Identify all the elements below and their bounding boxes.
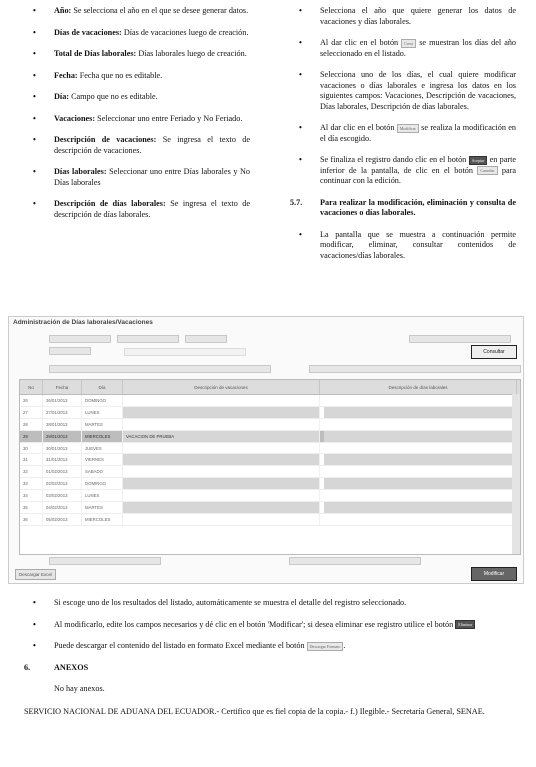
table-row[interactable]: 36 05/02/2013 MIERCOLES xyxy=(20,514,520,526)
field-description: Se ingresa el texto de descripción de días laborales. xyxy=(54,199,251,219)
list-item xyxy=(24,28,250,39)
eliminar-button-image: Eliminar xyxy=(455,620,475,629)
detail-date-field xyxy=(49,557,161,565)
bullet: • xyxy=(33,167,36,176)
left-column xyxy=(24,6,250,231)
field-description: Fecha que no es editable. xyxy=(79,70,163,80)
table-row[interactable]: 33 02/02/2013 DOMINGO xyxy=(20,478,520,490)
list-item xyxy=(24,114,250,125)
field-term: Descripción de vacaciones: xyxy=(54,135,157,144)
list-item: • Al dar clic en el botón Modificar se realiza la modificación en el día escogido. xyxy=(299,123,516,143)
table-row[interactable]: 34 03/02/2013 LUNES xyxy=(20,490,520,502)
field-term: Total de Días laborales: xyxy=(54,49,137,58)
list-item: • Al dar clic en el botón Crear se muestran los días del año seleccionado en el listado. xyxy=(299,38,517,58)
table-row[interactable]: 35 04/02/2013 MARTES xyxy=(20,502,520,514)
field-description: Se ingresa el texto de descripción de vacaciones. xyxy=(54,135,251,155)
list-item: • Puede descargar el contenido del listado en formato Excel mediante el botón Descargar Formato . xyxy=(33,641,346,650)
list-item: • Al modificarlo, edite los campos necesarios y dé clic en el botón 'Modificar'; si desea eliminar ese registro utilice el botón Eliminar xyxy=(24,620,524,631)
bullet: • xyxy=(33,27,36,37)
list-item xyxy=(24,167,250,188)
section-heading: 5.7. Para realizar la modificación, eliminación y consulta de vacaciones o días laborales. xyxy=(290,197,516,217)
list-item xyxy=(24,71,250,82)
filter-field xyxy=(49,347,91,355)
table-scrollbar[interactable] xyxy=(512,394,520,554)
filter-field xyxy=(409,335,511,343)
list-item: • Si escoge uno de los resultados del listado, automáticamente se muestra el detalle del registro seleccionado. xyxy=(33,598,407,607)
table-row[interactable]: 26 26/01/2013 DOMINGO xyxy=(20,395,520,407)
workday-desc-filter xyxy=(309,365,521,373)
field-term: Descripción de días laborales: xyxy=(54,199,166,208)
field-term: Año: xyxy=(54,6,72,15)
list-item xyxy=(24,135,250,156)
list-item xyxy=(24,6,250,17)
app-screenshot xyxy=(8,316,524,584)
field-description: Campo que no es editable. xyxy=(71,92,158,101)
list-item: • Selecciona uno de los días, el cual quiere modificar vacaciones o días laborales e ingresa los datos en los siguientes campos: Vacaciones, Descripción de vacaciones, Días laborales, Descripción de días laborales. xyxy=(299,70,516,111)
table-row[interactable]: 27 27/01/2013 LUNES xyxy=(20,407,520,419)
descargar-excel-button[interactable]: Descargar Excel xyxy=(15,569,56,580)
bullet: • xyxy=(33,199,36,208)
bullet: • xyxy=(33,70,36,80)
bullet: • xyxy=(33,92,36,101)
section-heading: 6. ANEXOS xyxy=(24,662,89,672)
cancelar-button-image: Cancelar xyxy=(477,166,497,175)
modificar-button[interactable]: Modificar xyxy=(471,567,517,581)
vacation-desc-filter xyxy=(49,365,271,373)
modificar-button-image: Modificar xyxy=(397,124,419,133)
field-term: Días laborales: xyxy=(54,167,107,176)
footer-certification: SERVICIO NACIONAL DE ADUANA DEL ECUADOR.- Certifico que es fiel copia de la copia.- f.) Ilegible.- Secretaría General, SENAE. xyxy=(24,706,485,716)
radio-group xyxy=(124,348,246,356)
screenshot-title: Administración de Días laborales/Vacaciones xyxy=(13,319,153,326)
consultar-button[interactable]: Consultar xyxy=(471,345,517,359)
select-field xyxy=(185,335,227,343)
table-row[interactable]: 28 28/01/2013 MARTES xyxy=(20,419,520,431)
aceptar-button-image: Aceptar xyxy=(469,156,488,165)
bullet: • xyxy=(33,135,36,144)
field-description: Seleccionar uno entre Días laborales y No Días laborales xyxy=(54,167,250,187)
year-field xyxy=(49,335,111,343)
field-description: Seleccionar uno entre Feriado y No Feriado. xyxy=(97,113,243,123)
field-term: Día: xyxy=(54,92,70,101)
bullet: • xyxy=(33,113,36,123)
table-row[interactable]: 30 30/01/2013 JUEVES xyxy=(20,443,520,455)
right-column xyxy=(290,6,516,272)
select-field xyxy=(117,335,179,343)
list-item: • La pantalla que se muestra a continuación permite modificar, eliminar, consultar contenidos de vacaciones/días laborales. xyxy=(299,229,516,260)
anexos-text: No hay anexos. xyxy=(54,684,105,693)
list-item: • Se finaliza el registro dando clic en el botón Aceptar en parte inferior de la pantalla, de clic en el botón Cancelar para continuar con la edición. xyxy=(299,155,517,185)
descargar-formato-button-image: Descargar Formato xyxy=(307,642,344,651)
list-item xyxy=(24,92,250,103)
list-item xyxy=(24,49,250,60)
detail-day-field xyxy=(289,557,421,565)
crear-button: Crear xyxy=(401,39,416,48)
table-row[interactable]: 31 31/01/2013 VIERNES xyxy=(20,454,520,466)
list-item xyxy=(24,199,250,220)
field-description: Días de vacaciones luego de creación. xyxy=(123,27,249,37)
field-term: Fecha: xyxy=(54,70,78,80)
field-description: Días laborales luego de creación. xyxy=(138,49,247,58)
bullet: • xyxy=(33,49,36,58)
table-header: No Fecha Día Descripción de vacaciones Descripción de días laborales xyxy=(20,380,520,395)
table-row[interactable]: 29 29/01/2013 MIERCOLES VACACION DE PRUEBA xyxy=(20,431,520,443)
table-row[interactable]: 32 01/02/2013 SABADO xyxy=(20,466,520,478)
field-term: Vacaciones: xyxy=(54,113,96,123)
bullet: • xyxy=(33,6,36,15)
lower-section xyxy=(24,598,524,717)
list-item: • Selecciona el año que quiere generar los datos de vacaciones y días laborales. xyxy=(299,6,516,26)
days-table xyxy=(19,379,521,555)
field-term: Días de vacaciones: xyxy=(54,27,122,37)
field-description: Se selecciona el año en el que se desee generar datos. xyxy=(73,6,249,15)
